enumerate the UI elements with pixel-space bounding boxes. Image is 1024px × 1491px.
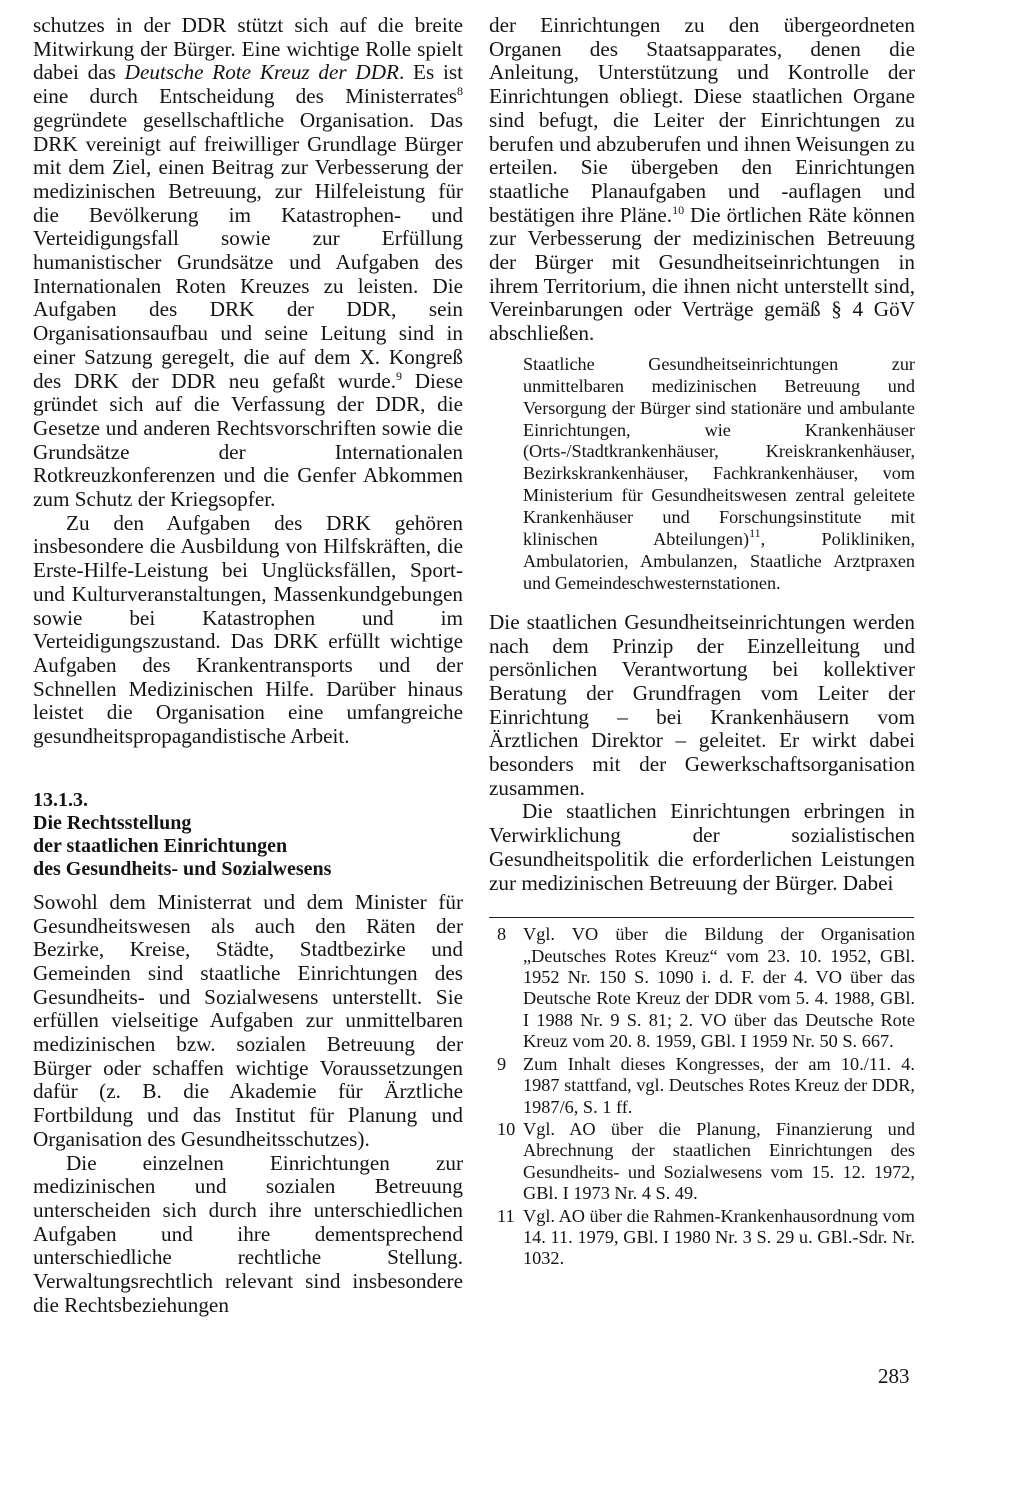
footnote-ref-8: 8 xyxy=(457,84,463,99)
right-column xyxy=(489,14,915,1271)
section-title-line-2: der staatlichen Einrichtungen xyxy=(33,834,288,857)
footnote-ref-9: 9 xyxy=(396,368,402,383)
paragraph-drk-intro: schutzes in der DDR stützt sich auf die breite Mitwirkung der Bürger. Eine wichtige Rolle spielt dabei das Deutsche Rote Kreuz der DDR. Es ist eine durch Entscheidung des Ministerrates$^8$ gegründete gesellschaftliche Organisation. Das DRK vereinigt auf freiwilliger Grundlage Bürger mit dem Ziel, einen Beitrag zur Verbesserung der medizinischen Betreuung, zur Hilfeleistung für die Bevölkerung im Katastrophen- und Verteidigungsfall sowie zur Erfüllung humanistischer Grundsätze und Aufgaben des Internationalen Roten Kreuzes zu leisten. Die Aufgaben des DRK der DDR, sein Organisationsaufbau und seine Leitung sind in einer Satzung geregelt, die auf dem X. Kongreß des DRK der DDR neu gefaßt wurde.$^9$ Diese gründet sich auf die Verfassung der DDR, die Gesetze und anderen Rechtsvorschriften sowie die Grundsätze der Internationalen Rotkreuzkonferenzen und die Genfer Abkommen zum Schutz der Kriegsopfer. xyxy=(33,13,463,512)
section-title-line-1: Die Rechtsstellung xyxy=(33,811,192,834)
footnote-ref-11: 11 xyxy=(749,526,761,541)
footnote-text: Zum Inhalt dieses Kongresses, der am 10./11. 4. 1987 stattfand, vgl. Deutsches Rotes Kreuz der DDR, 1987/6, S. 1 ff. xyxy=(523,1053,915,1117)
page-number: 283 xyxy=(878,1364,910,1388)
left-column xyxy=(33,14,463,1317)
paragraph-ministerrat: Sowohl dem Ministerrat und dem Minister für Gesundheitswesen als auch den Räten der Bezirke, Kreise, Städte, Stadtbezirke und Gemeinden sind staatliche Einrichtungen des Gesundheits- und Sozialwesens unterstellt. Sie erfüllen vielseitige Aufgaben zur unmittelbaren medizinischen bzw. sozialen Betreuung der Bürger oder schaffen wichtige Voraussetzungen dafür (z. B. die Akademie für Ärztliche Fortbildung und das Institut für Planung und Organisation des Gesundheitsschutzes). xyxy=(33,889,463,1151)
paragraph-einzelleitung: Die staatlichen Gesundheitseinrichtungen werden nach dem Prinzip der Einzelleitung und persönlichen Verantwortung bei kollektiver Beratung der Grundfragen vom Leiter der Einrichtung – bei Krankenhäusern vom Ärztlichen Direktor – geleitet. Er wirkt dabei besonders mit der Gewerkschaftsorganisation zusammen. xyxy=(489,609,915,800)
section-number: 13.1.3. xyxy=(33,788,88,811)
paragraph-leistungen: Die staatlichen Einrichtungen erbringen in Verwirklichung der sozialistischen Gesundheitspolitik die erforderlichen Leistungen zur medizinischen Betreuung der Bürger. Dabei xyxy=(489,799,915,895)
footnote-divider xyxy=(489,917,914,918)
footnote-ref-10: 10 xyxy=(672,202,685,217)
footnote-number: 11 xyxy=(497,1205,515,1226)
footnote-text: Vgl. AO über die Rahmen-Krankenhausordnung vom 14. 11. 1979, GBl. I 1980 Nr. 3 S. 29 u. GBl.-Sdr. Nr. 1032. xyxy=(523,1205,915,1269)
footnote-text: Vgl. AO über die Planung, Finanzierung und Abrechnung der staatlichen Einrichtungen des Gesundheits- und Sozialwesens vom 15. 12. 1972, GBl. I 1973 Nr. 4 S. 49. xyxy=(523,1118,915,1204)
footnote-number: 10 xyxy=(497,1118,516,1139)
section-heading xyxy=(33,789,463,881)
paragraph-einrichtungen: Die einzelnen Einrichtungen zur medizinischen und sozialen Betreuung unterscheiden sich durch ihre unterschiedlichen Aufgaben und ihre dementsprechend unterschiedliche rechtliche Stellung. Verwaltungsrechtlich relevant sind insbesondere die Rechtsbeziehungen xyxy=(33,1150,463,1317)
footnote-number: 8 xyxy=(497,924,507,945)
footnote-number: 9 xyxy=(497,1053,507,1074)
footnote xyxy=(489,1054,915,1118)
paragraph-small-print: Staatliche Gesundheitseinrichtungen zur unmittelbaren medizinischen Betreuung und Versorgung der Bürger sind stationäre und ambulante Einrichtungen, wie Krankenhäuser (Orts-/Stadtkrankenhäuser, Kreiskrankenhäuser, Bezirkskrankenhäuser, Fachkrankenhäuser, vom Ministerium für Gesundheitswesen zentral geleitete Krankenhäuser und Forschungsinstitute mit klinischen Abteilungen)$^{11}$, Polikliniken, Ambulatorien, Ambulanzen, Staatliche Arztpraxen und Gemeindeschwesternstationen. xyxy=(523,353,916,593)
footnote-text: Vgl. VO über die Bildung der Organisation „Deutsches Rotes Kreuz“ vom 23. 10. 1952, GBl. 1952 Nr. 150 S. 1090 i. d. F. der 4. VO über das Deutsche Rote Kreuz der DDR vom 5. 4. 1988, GBl. I 1988 Nr. 9 S. 81; 2. VO über das Deutsche Rote Kreuz vom 20. 8. 1959, GBl. I 1959 Nr. 50 S. 667. xyxy=(523,924,915,1052)
footnote xyxy=(489,1119,915,1205)
footnote xyxy=(489,1206,915,1270)
paragraph-organe: der Einrichtungen zu den übergeordneten Organen des Staatsapparates, denen die Anleitung, Unterstützung und Kontrolle der Einrichtungen obliegt. Diese staatlichen Organe sind befugt, die Leiter der Einrichtungen zu berufen und abzuberufen und ihnen Weisungen zu erteilen. Sie übergeben den Einrichtungen staatliche Planaufgaben und -auflagen und bestätigen ihre Pläne.$^{10}$ Die örtlichen Räte können zur Verbesserung der medizinischen Betreuung der Bürger mit Gesundheitseinrichtungen in ihrem Territorium, die ihnen nicht unterstellt sind, Vereinbarungen oder Verträge gemäß § 4 GöV abschließen. xyxy=(489,13,915,346)
paragraph-drk-tasks: Zu den Aufgaben des DRK gehören insbesondere die Ausbildung von Hilfskräften, die Erste-Hilfe-Leistung bei Unglücksfällen, Sport- und Kulturveranstaltungen, Massenkundgebungen sowie bei Katastrophen und im Verteidigungszustand. Das DRK erfüllt wichtige Aufgaben des Krankentransports und der Schnellen Medizinischen Hilfe. Darüber hinaus leistet die Organisation eine umfangreiche gesundheitspropagandistische Arbeit. xyxy=(33,510,463,749)
italic-org-name: Deutsche Rote Kreuz der DDR xyxy=(124,60,399,85)
footnote xyxy=(489,924,915,1052)
section-title-line-3: des Gesundheits- und Sozialwesens xyxy=(33,857,332,880)
